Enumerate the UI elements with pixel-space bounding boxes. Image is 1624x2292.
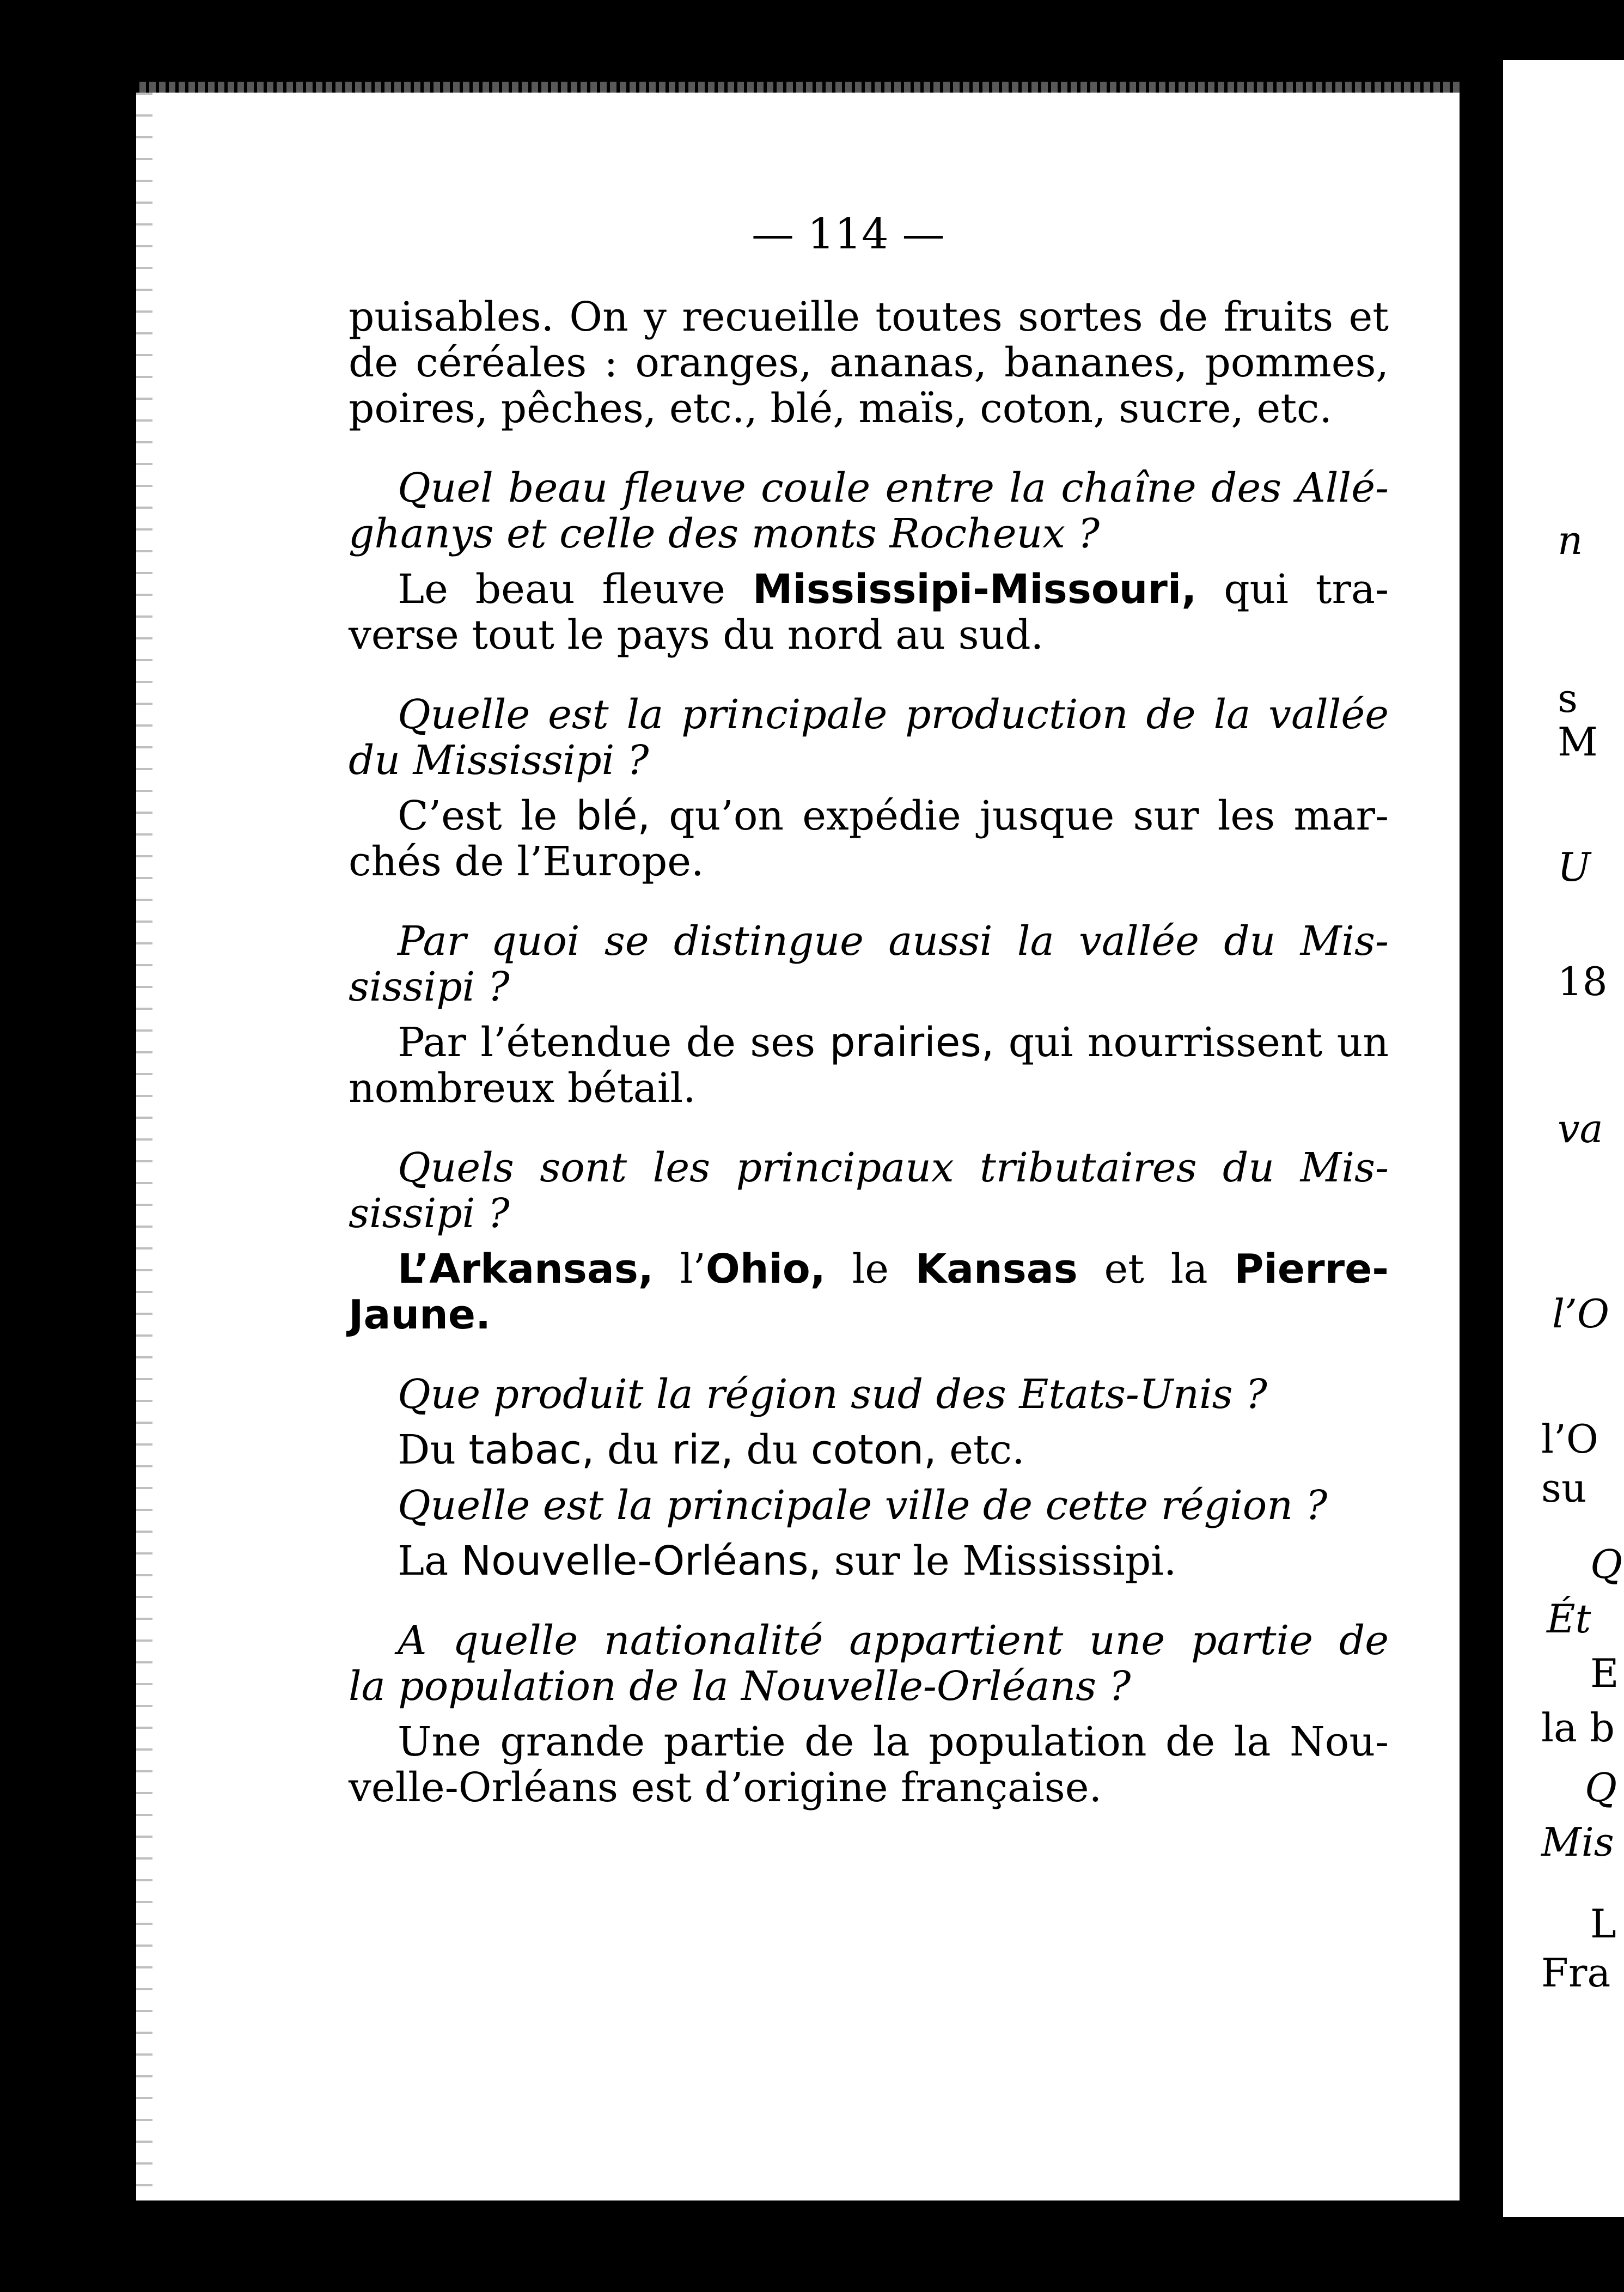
bold-term: tabac, [468, 1427, 595, 1473]
page-content [349, 294, 1389, 1811]
answer-6 [349, 1538, 1389, 1584]
text-line: velle-Orléans est d’origine française. [349, 1764, 1102, 1811]
bold-term: Pierre- [1234, 1246, 1389, 1293]
bold-term: prairies, [829, 1019, 994, 1066]
text-line: de céréales : oranges, ananas, bananes, pommes, [349, 339, 1389, 386]
text-line: poires, pêches, etc., blé, maïs, coton, sucre, etc. [349, 385, 1333, 432]
bold-term: blé, [576, 793, 651, 839]
question-5 [349, 1371, 1389, 1417]
text-line: C’est le blé, qu’on expédie jusque sur les mar- [398, 793, 1389, 839]
text-line: Jaune. [349, 1291, 491, 1338]
text-line: du Mississipi ? [349, 737, 649, 784]
fragment: su [1541, 1465, 1587, 1511]
bold-term: Kansas [915, 1246, 1078, 1293]
fragment: s [1558, 675, 1578, 721]
text-line: puisables. On y recueille toutes sortes de fruits et [349, 294, 1389, 340]
text-line: Par quoi se distingue aussi la vallée du Mis- [398, 918, 1389, 965]
text-line: A quelle nationalité appartient une partie de [398, 1617, 1389, 1664]
text-line: L’Arkansas, l’Ohio, le Kansas et la Pierre- [398, 1246, 1389, 1293]
answer-7 [349, 1719, 1389, 1811]
text-line: chés de l’Europe. [349, 838, 704, 885]
bold-term: Nouvelle-Orléans, [461, 1538, 822, 1584]
answer-5 [349, 1427, 1389, 1473]
text-line: Quelle est la principale production de la vallée [398, 691, 1389, 738]
question-7 [349, 1618, 1389, 1709]
bold-term: riz, [671, 1427, 734, 1473]
text-line: sissipi ? [349, 964, 510, 1010]
bold-term: coton, [810, 1427, 937, 1473]
fragment: L [1590, 1901, 1616, 1947]
fragment: Mis [1541, 1819, 1614, 1865]
text-line: Que produit la région sud des Etats-Unis ? [398, 1371, 1267, 1418]
adjacent-page [1503, 60, 1624, 2217]
bold-term: L’Arkansas, [398, 1246, 654, 1293]
fragment: U [1558, 844, 1591, 890]
fragment: l’O [1552, 1291, 1609, 1337]
question-3 [349, 918, 1389, 1010]
answer-2 [349, 793, 1389, 885]
fragment: va [1558, 1106, 1603, 1151]
fragment: E [1590, 1650, 1619, 1696]
answer-1 [349, 566, 1389, 658]
text-line: ghanys et celle des monts Rocheux ? [349, 510, 1100, 557]
fragment: Q [1590, 1541, 1623, 1587]
question-4 [349, 1145, 1389, 1236]
answer-3 [349, 1020, 1389, 1111]
question-1 [349, 465, 1389, 557]
fragment: n [1558, 517, 1583, 563]
fragment: la b [1541, 1705, 1615, 1751]
text-line: La Nouvelle-Orléans, sur le Mississipi. [398, 1538, 1177, 1584]
text-line: Par l’étendue de ses prairies, qui nourrissent un [398, 1019, 1389, 1066]
text-line: Du tabac, du riz, du coton, etc. [398, 1427, 1025, 1473]
text-line: sissipi ? [349, 1190, 510, 1237]
paragraph-continuation [349, 294, 1389, 431]
question-6 [349, 1483, 1389, 1528]
fragment: Fra [1541, 1950, 1611, 1996]
page-edge-left [136, 93, 152, 2200]
fragment: l’O [1541, 1416, 1598, 1462]
page-number: — 114 — [752, 210, 945, 259]
text-line: la population de la Nouvelle-Orléans ? [349, 1663, 1131, 1710]
bold-term: Mississipi-Missouri, [752, 566, 1197, 613]
text-line: Une grande partie de la population de la Nou- [398, 1718, 1389, 1765]
answer-4 [349, 1246, 1389, 1338]
text-line: Quel beau fleuve coule entre la chaîne des Allé- [398, 465, 1389, 511]
bold-term: Ohio, [705, 1246, 826, 1293]
text-line: Quels sont les principaux tributaires du Mis- [398, 1144, 1389, 1191]
question-2 [349, 692, 1389, 783]
text-line: verse tout le pays du nord au sud. [349, 612, 1044, 659]
text-line: nombreux bétail. [349, 1065, 696, 1112]
text-line: Quelle est la principale ville de cette région ? [398, 1482, 1328, 1529]
fragment: Q [1585, 1765, 1617, 1811]
fragment: 18 [1558, 959, 1608, 1004]
text-line: Le beau fleuve Mississipi-Missouri, qui tra- [398, 566, 1389, 613]
fragment: M [1558, 719, 1598, 765]
fragment: Ét [1547, 1596, 1591, 1642]
